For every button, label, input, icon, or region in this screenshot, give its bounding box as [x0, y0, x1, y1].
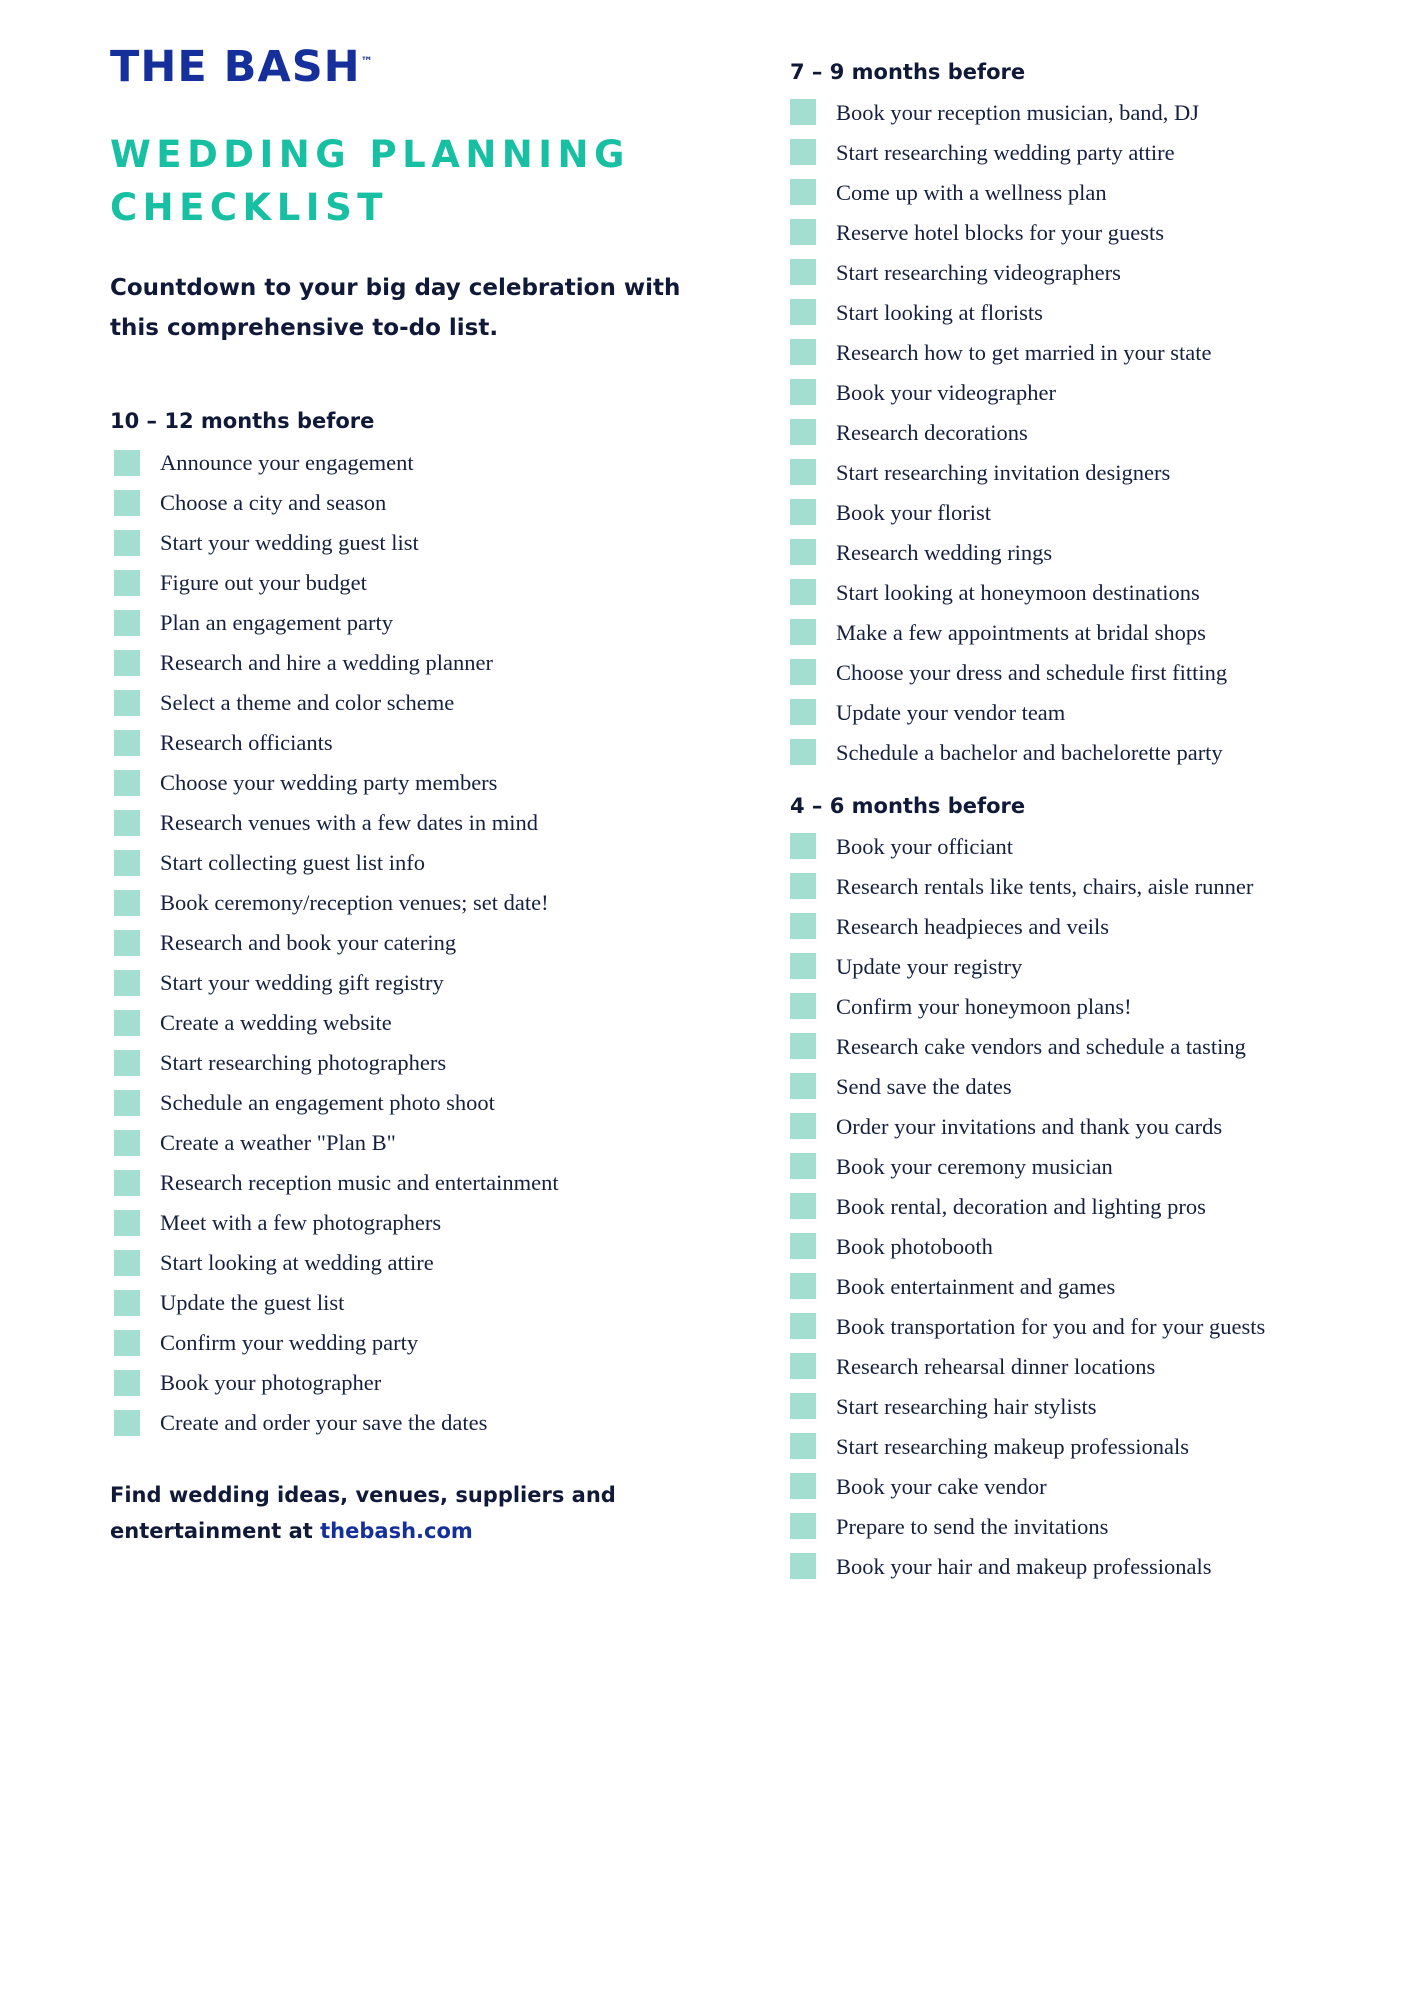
- list-item-label: Create a weather "Plan B": [160, 1130, 396, 1156]
- right-column: [790, 46, 1390, 1586]
- list-item[interactable]: [110, 883, 790, 923]
- list-item[interactable]: [790, 172, 1390, 212]
- checkbox-icon[interactable]: [790, 539, 816, 565]
- checkbox-icon[interactable]: [790, 833, 816, 859]
- list-item-label: Start looking at florists: [836, 299, 1043, 325]
- checkbox-icon[interactable]: [790, 299, 816, 325]
- checkbox-icon[interactable]: [790, 993, 816, 1019]
- checkbox-icon[interactable]: [790, 179, 816, 205]
- list-item[interactable]: [790, 612, 1390, 652]
- list-item[interactable]: [790, 906, 1390, 946]
- checkbox-icon[interactable]: [790, 739, 816, 765]
- list-item[interactable]: [110, 843, 790, 883]
- list-item-label: Start researching videographers: [836, 259, 1121, 285]
- list-item[interactable]: [790, 1066, 1390, 1106]
- list-item[interactable]: [790, 292, 1390, 332]
- checkbox-icon[interactable]: [114, 610, 140, 636]
- list-item[interactable]: [110, 443, 790, 483]
- checkbox-icon[interactable]: [114, 930, 140, 956]
- section-heading-10-12-months: 10 – 12 months before: [110, 408, 375, 433]
- list-item[interactable]: [790, 492, 1390, 532]
- list-item[interactable]: [790, 1146, 1390, 1186]
- list-item-label: Start collecting guest list info: [160, 850, 425, 876]
- list-item-label: Book photobooth: [836, 1233, 993, 1259]
- list-item-label: Book your videographer: [836, 379, 1056, 405]
- list-item[interactable]: [110, 723, 790, 763]
- checkbox-icon[interactable]: [114, 690, 140, 716]
- checkbox-icon[interactable]: [114, 1170, 140, 1196]
- list-item[interactable]: [790, 1426, 1390, 1466]
- list-item-label: Research rentals like tents, chairs, aisle runner: [836, 873, 1254, 899]
- list-item[interactable]: [790, 732, 1390, 772]
- list-item-label: Book rental, decoration and lighting pros: [836, 1193, 1206, 1219]
- checkbox-icon[interactable]: [114, 1090, 140, 1116]
- list-item-label: Research and hire a wedding planner: [160, 650, 493, 676]
- checkbox-icon[interactable]: [114, 1410, 140, 1436]
- list-item-label: Book your hair and makeup professionals: [836, 1553, 1212, 1579]
- checklist-7-9-months: [790, 92, 1390, 772]
- checkbox-icon[interactable]: [114, 450, 140, 476]
- list-item[interactable]: [790, 1266, 1390, 1306]
- checkbox-icon[interactable]: [790, 1193, 816, 1219]
- checkbox-icon[interactable]: [790, 1553, 816, 1579]
- list-item[interactable]: [110, 1043, 790, 1083]
- checkbox-icon[interactable]: [114, 1250, 140, 1276]
- list-item[interactable]: [110, 643, 790, 683]
- checkbox-icon[interactable]: [114, 850, 140, 876]
- list-item-label: Research reception music and entertainment: [160, 1170, 559, 1196]
- list-item-label: Start researching photographers: [160, 1050, 447, 1076]
- list-item-label: Start researching makeup professionals: [836, 1433, 1190, 1459]
- checkbox-icon[interactable]: [790, 953, 816, 979]
- checkbox-icon[interactable]: [790, 1393, 816, 1419]
- list-item[interactable]: [110, 1083, 790, 1123]
- checkbox-icon[interactable]: [114, 890, 140, 916]
- list-item-label: Book your ceremony musician: [836, 1153, 1113, 1179]
- checkbox-icon[interactable]: [790, 1473, 816, 1499]
- logo-text: THE BASH: [110, 42, 361, 92]
- list-item-label: Research venues with a few dates in mind: [160, 810, 539, 836]
- two-column-layout: [110, 42, 1354, 1586]
- list-item-label: Reserve hotel blocks for your guests: [836, 219, 1165, 245]
- list-item[interactable]: [790, 412, 1390, 452]
- checkbox-icon[interactable]: [790, 459, 816, 485]
- list-item-label: Confirm your honeymoon plans!: [836, 993, 1132, 1019]
- checkbox-icon[interactable]: [114, 770, 140, 796]
- list-item-label: Start researching hair stylists: [836, 1393, 1097, 1419]
- list-item[interactable]: [790, 1186, 1390, 1226]
- checkbox-icon[interactable]: [790, 579, 816, 605]
- checkbox-icon[interactable]: [114, 810, 140, 836]
- trademark-symbol: ™: [360, 54, 373, 69]
- list-item-label: Meet with a few photographers: [160, 1210, 442, 1236]
- list-item-label: Research decorations: [836, 419, 1028, 445]
- list-item-label: Research wedding rings: [836, 539, 1053, 565]
- list-item[interactable]: [790, 372, 1390, 412]
- checklist-10-12-months: [110, 443, 790, 1443]
- checkbox-icon[interactable]: [790, 1113, 816, 1139]
- list-item[interactable]: [790, 332, 1390, 372]
- list-item-label: Come up with a wellness plan: [836, 179, 1107, 205]
- checkbox-icon[interactable]: [114, 1010, 140, 1036]
- list-item-label: Start researching wedding party attire: [836, 139, 1175, 165]
- checkbox-icon[interactable]: [114, 730, 140, 756]
- list-item[interactable]: [790, 1026, 1390, 1066]
- list-item[interactable]: [790, 652, 1390, 692]
- list-item[interactable]: [790, 132, 1390, 172]
- checkbox-icon[interactable]: [790, 1313, 816, 1339]
- section-heading-4-6-months: 4 – 6 months before: [790, 794, 1026, 818]
- list-item-label: Create a wedding website: [160, 1010, 392, 1036]
- list-item-label: Prepare to send the invitations: [836, 1513, 1109, 1539]
- checkbox-icon[interactable]: [790, 699, 816, 725]
- list-item[interactable]: [110, 563, 790, 603]
- list-item-label: Update your vendor team: [836, 699, 1066, 725]
- list-item[interactable]: [790, 1466, 1390, 1506]
- list-item-label: Book your reception musician, band, DJ: [836, 99, 1200, 125]
- list-item-label: Plan an engagement party: [160, 610, 394, 636]
- list-item-label: Choose a city and season: [160, 490, 387, 516]
- list-item-label: Book transportation for you and for your guests: [836, 1313, 1266, 1339]
- list-item-label: Start looking at honeymoon destinations: [836, 579, 1200, 605]
- footer-label: Find wedding ideas, venues, suppliers and entertainment at: [110, 1482, 616, 1543]
- checkbox-icon[interactable]: [790, 913, 816, 939]
- list-item-label: Research headpieces and veils: [836, 913, 1109, 939]
- list-item[interactable]: [110, 483, 790, 523]
- list-item-label: Order your invitations and thank you cards: [836, 1113, 1223, 1139]
- list-item[interactable]: [110, 1163, 790, 1203]
- list-item-label: Choose your wedding party members: [160, 770, 498, 796]
- list-item[interactable]: [110, 763, 790, 803]
- checkbox-icon[interactable]: [114, 650, 140, 676]
- checkbox-icon[interactable]: [114, 1130, 140, 1156]
- list-item-label: Book your cake vendor: [836, 1473, 1047, 1499]
- list-item-label: Update your registry: [836, 953, 1023, 979]
- list-item[interactable]: [790, 212, 1390, 252]
- list-item-label: Research cake vendors and schedule a tasting: [836, 1033, 1246, 1059]
- list-item-label: Figure out your budget: [160, 570, 367, 596]
- list-item-label: Research officiants: [160, 730, 333, 756]
- list-item-label: Update the guest list: [160, 1290, 345, 1316]
- list-item-label: Book ceremony/reception venues; set date!: [160, 890, 549, 916]
- list-item-label: Research rehearsal dinner locations: [836, 1353, 1156, 1379]
- footer-text: [110, 1477, 670, 1549]
- list-item[interactable]: [790, 1106, 1390, 1146]
- checkbox-icon[interactable]: [114, 530, 140, 556]
- list-item-label: Start researching invitation designers: [836, 459, 1171, 485]
- list-item[interactable]: [110, 1403, 790, 1443]
- list-item[interactable]: [790, 692, 1390, 732]
- list-item[interactable]: [790, 252, 1390, 292]
- list-item[interactable]: [790, 1306, 1390, 1346]
- list-item-label: Book your photographer: [160, 1370, 382, 1396]
- list-item[interactable]: [790, 1346, 1390, 1386]
- checkbox-icon[interactable]: [790, 873, 816, 899]
- list-item[interactable]: [110, 1363, 790, 1403]
- list-item[interactable]: [790, 826, 1390, 866]
- section-heading-7-9-months: 7 – 9 months before: [790, 60, 1026, 84]
- list-item-label: Select a theme and color scheme: [160, 690, 455, 716]
- checkbox-icon[interactable]: [790, 1073, 816, 1099]
- list-item-label: Send save the dates: [836, 1073, 1012, 1099]
- checkbox-icon[interactable]: [114, 1330, 140, 1356]
- page-title: WEDDING PLANNING CHECKLIST: [110, 133, 630, 229]
- thebash-link[interactable]: thebash.com: [320, 1518, 473, 1543]
- checkbox-icon[interactable]: [114, 1050, 140, 1076]
- list-item[interactable]: [790, 532, 1390, 572]
- list-item[interactable]: [790, 1226, 1390, 1266]
- list-item[interactable]: [110, 803, 790, 843]
- list-item[interactable]: [110, 1243, 790, 1283]
- list-item-label: Research and book your catering: [160, 930, 457, 956]
- list-item[interactable]: [110, 1203, 790, 1243]
- checkbox-icon[interactable]: [790, 619, 816, 645]
- list-item[interactable]: [110, 1323, 790, 1363]
- checkbox-icon[interactable]: [790, 1433, 816, 1459]
- list-item[interactable]: [790, 986, 1390, 1026]
- list-item-label: Create and order your save the dates: [160, 1410, 488, 1436]
- checkbox-icon[interactable]: [790, 99, 816, 125]
- list-item-label: Confirm your wedding party: [160, 1330, 419, 1356]
- checkbox-icon[interactable]: [790, 659, 816, 685]
- checkbox-icon[interactable]: [790, 379, 816, 405]
- checkbox-icon[interactable]: [790, 1153, 816, 1179]
- list-item-label: Announce your engagement: [160, 450, 414, 476]
- checkbox-icon[interactable]: [790, 1513, 816, 1539]
- list-item[interactable]: [110, 603, 790, 643]
- list-item-label: Start your wedding guest list: [160, 530, 419, 556]
- list-item-label: Schedule a bachelor and bachelorette party: [836, 739, 1223, 765]
- list-item[interactable]: [790, 866, 1390, 906]
- list-item[interactable]: [110, 1283, 790, 1323]
- checkbox-icon[interactable]: [790, 419, 816, 445]
- the-bash-logo[interactable]: [110, 42, 373, 92]
- list-item[interactable]: [110, 1123, 790, 1163]
- list-item-label: Start looking at wedding attire: [160, 1250, 434, 1276]
- list-item-label: Start your wedding gift registry: [160, 970, 444, 996]
- list-item-label: Book entertainment and games: [836, 1273, 1116, 1299]
- list-item[interactable]: [110, 683, 790, 723]
- list-item-label: Choose your dress and schedule first fitting: [836, 659, 1228, 685]
- list-item[interactable]: [110, 1003, 790, 1043]
- left-column: [110, 42, 790, 1549]
- list-item[interactable]: [790, 1386, 1390, 1426]
- checkbox-icon[interactable]: [790, 219, 816, 245]
- checkbox-icon[interactable]: [790, 1033, 816, 1059]
- list-item[interactable]: [790, 452, 1390, 492]
- list-item[interactable]: [790, 1506, 1390, 1546]
- list-item[interactable]: [110, 523, 790, 563]
- checkbox-icon[interactable]: [114, 1370, 140, 1396]
- list-item-label: Book your officiant: [836, 833, 1014, 859]
- checkbox-icon[interactable]: [790, 499, 816, 525]
- checkbox-icon[interactable]: [114, 1210, 140, 1236]
- list-item[interactable]: [790, 572, 1390, 612]
- checkbox-icon[interactable]: [790, 139, 816, 165]
- list-item-label: Schedule an engagement photo shoot: [160, 1090, 495, 1116]
- checkbox-icon[interactable]: [790, 1353, 816, 1379]
- checkbox-icon[interactable]: [790, 339, 816, 365]
- checklist-4-6-months: [790, 826, 1390, 1586]
- list-item[interactable]: [790, 946, 1390, 986]
- list-item[interactable]: [790, 92, 1390, 132]
- list-item[interactable]: [110, 963, 790, 1003]
- list-item-label: Make a few appointments at bridal shops: [836, 619, 1206, 645]
- list-item[interactable]: [790, 1546, 1390, 1586]
- checkbox-icon[interactable]: [790, 1273, 816, 1299]
- checkbox-icon[interactable]: [114, 570, 140, 596]
- list-item-label: Book your florist: [836, 499, 991, 525]
- checkbox-icon[interactable]: [114, 970, 140, 996]
- list-item[interactable]: [110, 923, 790, 963]
- page-subtitle: Countdown to your big day celebration with this comprehensive to-do list.: [110, 275, 681, 342]
- checkbox-icon[interactable]: [790, 1233, 816, 1259]
- checkbox-icon[interactable]: [114, 490, 140, 516]
- list-item-label: Research how to get married in your state: [836, 339, 1212, 365]
- checkbox-icon[interactable]: [790, 259, 816, 285]
- checkbox-icon[interactable]: [114, 1290, 140, 1316]
